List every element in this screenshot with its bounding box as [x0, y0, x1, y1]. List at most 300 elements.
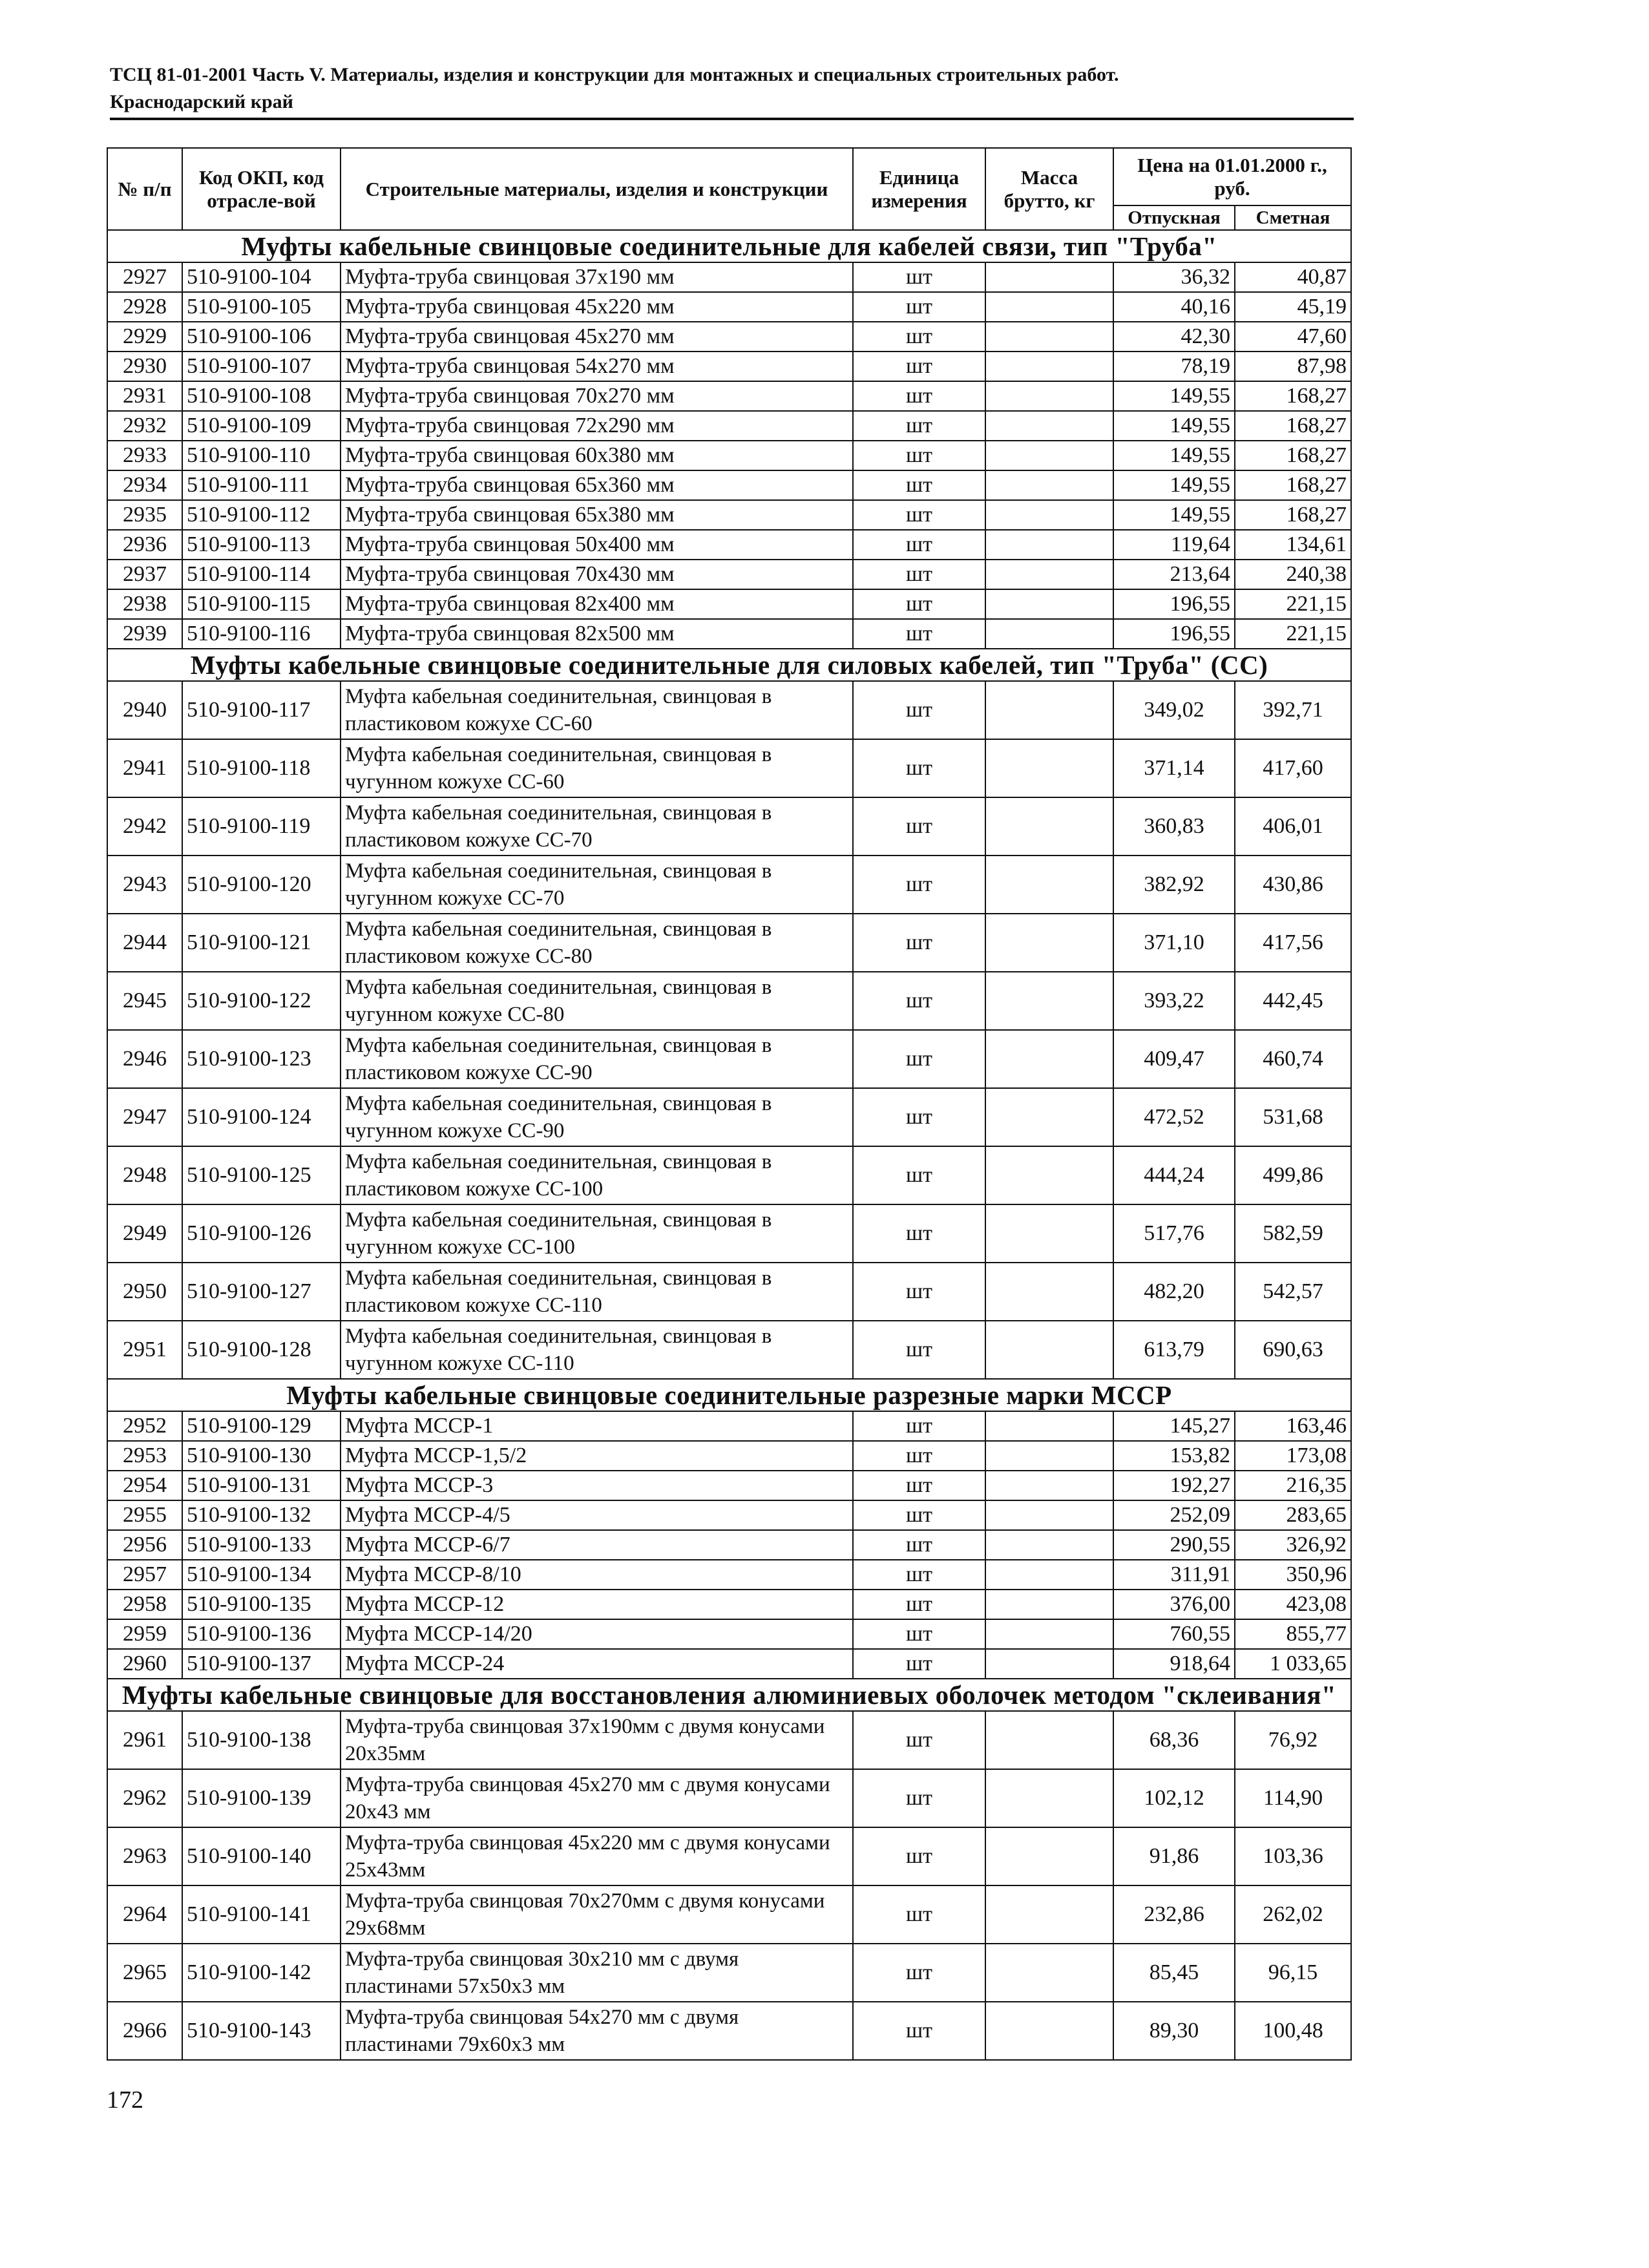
row-number: 2959: [107, 1619, 182, 1649]
row-okp-code: 510-9100-142: [182, 1944, 341, 2002]
table-row: [107, 441, 1351, 470]
row-number: 2941: [107, 739, 182, 797]
row-price-sell: 153,82: [1113, 1441, 1235, 1471]
row-price-sell: 760,55: [1113, 1619, 1235, 1649]
row-okp-code: 510-9100-111: [182, 470, 341, 500]
section-header-row: [107, 1379, 1351, 1411]
row-unit: шт: [853, 2002, 985, 2060]
row-mass: [985, 1827, 1113, 1885]
row-material-name: Муфта МССР-4/5: [341, 1500, 853, 1530]
row-mass: [985, 352, 1113, 381]
row-okp-code: 510-9100-113: [182, 530, 341, 560]
row-material-name: Муфта МССР-6/7: [341, 1530, 853, 1560]
row-okp-code: 510-9100-127: [182, 1263, 341, 1321]
table-body: [107, 230, 1351, 2060]
row-number: 2963: [107, 1827, 182, 1885]
row-price-est: 350,96: [1235, 1560, 1351, 1590]
row-material-name: Муфта кабельная соединительная, свинцовая в чугунном кожухе СС-100: [341, 1204, 853, 1263]
row-mass: [985, 914, 1113, 972]
row-price-est: 96,15: [1235, 1944, 1351, 2002]
header-title: ТСЦ 81-01-2001 Часть V. Материалы, изделия и конструкции для монтажных и специальных строительных работ.: [110, 64, 1119, 85]
row-price-est: 582,59: [1235, 1204, 1351, 1263]
row-price-est: 168,27: [1235, 500, 1351, 530]
row-material-name: Муфта кабельная соединительная, свинцовая в чугунном кожухе СС-80: [341, 972, 853, 1030]
col-header-price-sell: Отпускная: [1113, 205, 1235, 230]
table-row: [107, 619, 1351, 649]
row-material-name: Муфта-труба свинцовая 65х380 мм: [341, 500, 853, 530]
row-number: 2962: [107, 1769, 182, 1827]
row-unit: шт: [853, 1411, 985, 1441]
row-price-est: 168,27: [1235, 470, 1351, 500]
row-price-est: 45,19: [1235, 292, 1351, 322]
row-price-est: 542,57: [1235, 1263, 1351, 1321]
row-number: 2928: [107, 292, 182, 322]
table-row: [107, 856, 1351, 914]
row-material-name: Муфта-труба свинцовая 54х270 мм: [341, 352, 853, 381]
row-unit: шт: [853, 1263, 985, 1321]
document-header: [110, 61, 1370, 116]
row-unit: шт: [853, 352, 985, 381]
table-row: [107, 1146, 1351, 1204]
row-material-name: Муфта-труба свинцовая 54х270 мм с двумя пластинами 79х60х3 мм: [341, 2002, 853, 2060]
row-okp-code: 510-9100-112: [182, 500, 341, 530]
row-unit: шт: [853, 1146, 985, 1204]
row-okp-code: 510-9100-131: [182, 1471, 341, 1500]
row-unit: шт: [853, 1649, 985, 1679]
table-head: [107, 148, 1351, 230]
row-mass: [985, 1885, 1113, 1944]
row-mass: [985, 1030, 1113, 1088]
row-price-sell: 409,47: [1113, 1030, 1235, 1088]
row-unit: шт: [853, 1471, 985, 1500]
row-price-sell: 145,27: [1113, 1411, 1235, 1441]
section-header-row: [107, 649, 1351, 681]
row-unit: шт: [853, 1769, 985, 1827]
row-price-sell: 91,86: [1113, 1827, 1235, 1885]
table-row: [107, 1827, 1351, 1885]
row-material-name: Муфта-труба свинцовая 70х270мм с двумя конусами 29х68мм: [341, 1885, 853, 1944]
row-unit: шт: [853, 797, 985, 856]
row-price-sell: 918,64: [1113, 1649, 1235, 1679]
row-price-est: 442,45: [1235, 972, 1351, 1030]
row-number: 2955: [107, 1500, 182, 1530]
section-title: Муфты кабельные свинцовые соединительные разрезные марки МССР: [107, 1379, 1351, 1411]
table-row: [107, 530, 1351, 560]
row-price-est: 430,86: [1235, 856, 1351, 914]
table-row: [107, 1441, 1351, 1471]
row-okp-code: 510-9100-116: [182, 619, 341, 649]
row-okp-code: 510-9100-129: [182, 1411, 341, 1441]
row-number: 2948: [107, 1146, 182, 1204]
table-row: [107, 1471, 1351, 1500]
row-price-est: 40,87: [1235, 262, 1351, 292]
row-material-name: Муфта кабельная соединительная, свинцовая в чугунном кожухе СС-70: [341, 856, 853, 914]
row-okp-code: 510-9100-136: [182, 1619, 341, 1649]
row-price-est: 134,61: [1235, 530, 1351, 560]
table-row: [107, 1649, 1351, 1679]
table-row: [107, 470, 1351, 500]
row-price-sell: 68,36: [1113, 1711, 1235, 1769]
table-row: [107, 1321, 1351, 1379]
table-row: [107, 262, 1351, 292]
row-material-name: Муфта МССР-1: [341, 1411, 853, 1441]
row-price-est: 100,48: [1235, 2002, 1351, 2060]
table-row: [107, 1885, 1351, 1944]
col-header-mass: Масса брутто, кг: [985, 148, 1113, 230]
row-unit: шт: [853, 500, 985, 530]
row-unit: шт: [853, 914, 985, 972]
row-mass: [985, 739, 1113, 797]
row-price-sell: 382,92: [1113, 856, 1235, 914]
row-okp-code: 510-9100-104: [182, 262, 341, 292]
row-number: 2933: [107, 441, 182, 470]
row-material-name: Муфта кабельная соединительная, свинцовая в чугунном кожухе СС-90: [341, 1088, 853, 1146]
row-unit: шт: [853, 381, 985, 411]
section-header-row: [107, 230, 1351, 262]
row-price-sell: 149,55: [1113, 470, 1235, 500]
row-unit: шт: [853, 411, 985, 441]
table-row: [107, 1263, 1351, 1321]
row-okp-code: 510-9100-121: [182, 914, 341, 972]
table-row: [107, 681, 1351, 739]
row-price-sell: 252,09: [1113, 1500, 1235, 1530]
row-number: 2960: [107, 1649, 182, 1679]
row-price-est: 221,15: [1235, 589, 1351, 619]
row-price-est: 283,65: [1235, 1500, 1351, 1530]
row-okp-code: 510-9100-143: [182, 2002, 341, 2060]
row-okp-code: 510-9100-122: [182, 972, 341, 1030]
row-okp-code: 510-9100-120: [182, 856, 341, 914]
row-unit: шт: [853, 1827, 985, 1885]
row-number: 2940: [107, 681, 182, 739]
row-material-name: Муфта МССР-12: [341, 1590, 853, 1619]
row-material-name: Муфта-труба свинцовая 65х360 мм: [341, 470, 853, 500]
row-okp-code: 510-9100-128: [182, 1321, 341, 1379]
row-price-sell: 290,55: [1113, 1530, 1235, 1560]
row-mass: [985, 1944, 1113, 2002]
row-price-sell: 349,02: [1113, 681, 1235, 739]
row-number: 2938: [107, 589, 182, 619]
row-unit: шт: [853, 322, 985, 352]
row-mass: [985, 1471, 1113, 1500]
row-price-est: 103,36: [1235, 1827, 1351, 1885]
table-row: [107, 560, 1351, 589]
row-material-name: Муфта-труба свинцовая 37х190мм с двумя конусами 20х35мм: [341, 1711, 853, 1769]
table-row: [107, 1769, 1351, 1827]
row-price-sell: 517,76: [1113, 1204, 1235, 1263]
row-mass: [985, 1649, 1113, 1679]
row-unit: шт: [853, 681, 985, 739]
row-unit: шт: [853, 1560, 985, 1590]
price-table: [107, 147, 1352, 2061]
row-unit: шт: [853, 1321, 985, 1379]
row-number: 2954: [107, 1471, 182, 1500]
row-material-name: Муфта-труба свинцовая 82х400 мм: [341, 589, 853, 619]
section-title: Муфты кабельные свинцовые для восстановления алюминиевых оболочек методом "склеивания": [107, 1679, 1351, 1711]
row-number: 2946: [107, 1030, 182, 1088]
row-number: 2929: [107, 322, 182, 352]
row-price-sell: 213,64: [1113, 560, 1235, 589]
row-number: 2935: [107, 500, 182, 530]
row-okp-code: 510-9100-108: [182, 381, 341, 411]
row-number: 2964: [107, 1885, 182, 1944]
row-mass: [985, 560, 1113, 589]
table-row: [107, 2002, 1351, 2060]
row-price-est: 114,90: [1235, 1769, 1351, 1827]
col-header-unit: Единица измерения: [853, 148, 985, 230]
row-price-sell: 196,55: [1113, 619, 1235, 649]
row-okp-code: 510-9100-134: [182, 1560, 341, 1590]
row-price-sell: 371,10: [1113, 914, 1235, 972]
row-okp-code: 510-9100-130: [182, 1441, 341, 1471]
row-mass: [985, 441, 1113, 470]
row-material-name: Муфта МССР-1,5/2: [341, 1441, 853, 1471]
row-okp-code: 510-9100-124: [182, 1088, 341, 1146]
row-price-est: 173,08: [1235, 1441, 1351, 1471]
row-unit: шт: [853, 441, 985, 470]
row-material-name: Муфта МССР-24: [341, 1649, 853, 1679]
row-unit: шт: [853, 1441, 985, 1471]
row-unit: шт: [853, 470, 985, 500]
row-price-est: 417,60: [1235, 739, 1351, 797]
row-number: 2958: [107, 1590, 182, 1619]
row-price-est: 392,71: [1235, 681, 1351, 739]
row-price-est: 168,27: [1235, 381, 1351, 411]
row-material-name: Муфта кабельная соединительная, свинцовая в пластиковом кожухе СС-90: [341, 1030, 853, 1088]
row-price-sell: 444,24: [1113, 1146, 1235, 1204]
row-unit: шт: [853, 972, 985, 1030]
table-row: [107, 589, 1351, 619]
row-unit: шт: [853, 1204, 985, 1263]
col-header-name: Строительные материалы, изделия и конструкции: [341, 148, 853, 230]
row-material-name: Муфта-труба свинцовая 45х270 мм с двумя конусами 20х43 мм: [341, 1769, 853, 1827]
table-row: [107, 1944, 1351, 2002]
row-price-est: 499,86: [1235, 1146, 1351, 1204]
row-unit: шт: [853, 1885, 985, 1944]
row-material-name: Муфта кабельная соединительная, свинцовая в пластиковом кожухе СС-60: [341, 681, 853, 739]
row-okp-code: 510-9100-133: [182, 1530, 341, 1560]
row-price-est: 221,15: [1235, 619, 1351, 649]
table-row: [107, 1560, 1351, 1590]
row-unit: шт: [853, 560, 985, 589]
row-unit: шт: [853, 1030, 985, 1088]
col-header-num: № п/п: [107, 148, 182, 230]
row-unit: шт: [853, 1590, 985, 1619]
section-title: Муфты кабельные свинцовые соединительные для силовых кабелей, тип "Труба" (СС): [107, 649, 1351, 681]
table-row: [107, 1030, 1351, 1088]
header-rule: [110, 118, 1354, 120]
row-number: 2927: [107, 262, 182, 292]
row-number: 2966: [107, 2002, 182, 2060]
table-row: [107, 292, 1351, 322]
row-mass: [985, 681, 1113, 739]
row-number: 2931: [107, 381, 182, 411]
row-price-est: 76,92: [1235, 1711, 1351, 1769]
row-price-sell: 482,20: [1113, 1263, 1235, 1321]
row-mass: [985, 1530, 1113, 1560]
table-row: [107, 739, 1351, 797]
row-price-est: 168,27: [1235, 441, 1351, 470]
table-row: [107, 1411, 1351, 1441]
row-number: 2950: [107, 1263, 182, 1321]
row-price-est: 1 033,65: [1235, 1649, 1351, 1679]
row-price-sell: 472,52: [1113, 1088, 1235, 1146]
row-mass: [985, 411, 1113, 441]
row-mass: [985, 1088, 1113, 1146]
row-unit: шт: [853, 292, 985, 322]
row-unit: шт: [853, 1944, 985, 2002]
col-header-price: Цена на 01.01.2000 г., руб.: [1113, 148, 1351, 205]
row-unit: шт: [853, 589, 985, 619]
row-unit: шт: [853, 530, 985, 560]
table-row: [107, 914, 1351, 972]
row-mass: [985, 1411, 1113, 1441]
row-price-est: 262,02: [1235, 1885, 1351, 1944]
row-mass: [985, 1204, 1113, 1263]
table-row: [107, 1619, 1351, 1649]
row-price-est: 163,46: [1235, 1411, 1351, 1441]
row-mass: [985, 530, 1113, 560]
table-row: [107, 1530, 1351, 1560]
row-material-name: Муфта-труба свинцовая 82х500 мм: [341, 619, 853, 649]
row-okp-code: 510-9100-126: [182, 1204, 341, 1263]
row-number: 2942: [107, 797, 182, 856]
row-unit: шт: [853, 619, 985, 649]
row-price-sell: 102,12: [1113, 1769, 1235, 1827]
row-mass: [985, 322, 1113, 352]
row-price-est: 423,08: [1235, 1590, 1351, 1619]
row-mass: [985, 1441, 1113, 1471]
row-unit: шт: [853, 1619, 985, 1649]
row-material-name: Муфта-труба свинцовая 72х290 мм: [341, 411, 853, 441]
row-material-name: Муфта кабельная соединительная, свинцовая в пластиковом кожухе СС-80: [341, 914, 853, 972]
row-okp-code: 510-9100-106: [182, 322, 341, 352]
row-number: 2936: [107, 530, 182, 560]
row-mass: [985, 470, 1113, 500]
row-number: 2947: [107, 1088, 182, 1146]
row-mass: [985, 292, 1113, 322]
row-price-sell: 149,55: [1113, 411, 1235, 441]
row-price-sell: 376,00: [1113, 1590, 1235, 1619]
row-number: 2937: [107, 560, 182, 589]
row-price-sell: 149,55: [1113, 500, 1235, 530]
row-okp-code: 510-9100-140: [182, 1827, 341, 1885]
row-price-est: 240,38: [1235, 560, 1351, 589]
row-okp-code: 510-9100-139: [182, 1769, 341, 1827]
row-number: 2956: [107, 1530, 182, 1560]
row-price-sell: 42,30: [1113, 322, 1235, 352]
row-mass: [985, 1500, 1113, 1530]
row-number: 2952: [107, 1411, 182, 1441]
row-price-sell: 613,79: [1113, 1321, 1235, 1379]
row-material-name: Муфта кабельная соединительная, свинцовая в пластиковом кожухе СС-100: [341, 1146, 853, 1204]
row-number: 2965: [107, 1944, 182, 2002]
row-material-name: Муфта МССР-3: [341, 1471, 853, 1500]
row-number: 2932: [107, 411, 182, 441]
row-material-name: Муфта-труба свинцовая 50х400 мм: [341, 530, 853, 560]
row-price-est: 417,56: [1235, 914, 1351, 972]
row-mass: [985, 589, 1113, 619]
section-header-row: [107, 1679, 1351, 1711]
row-unit: шт: [853, 856, 985, 914]
row-price-sell: 311,91: [1113, 1560, 1235, 1590]
row-material-name: Муфта-труба свинцовая 45х220 мм: [341, 292, 853, 322]
row-unit: шт: [853, 1500, 985, 1530]
table-row: [107, 1088, 1351, 1146]
row-number: 2943: [107, 856, 182, 914]
row-okp-code: 510-9100-115: [182, 589, 341, 619]
row-price-est: 460,74: [1235, 1030, 1351, 1088]
row-material-name: Муфта-труба свинцовая 45х270 мм: [341, 322, 853, 352]
row-number: 2934: [107, 470, 182, 500]
row-material-name: Муфта-труба свинцовая 70х270 мм: [341, 381, 853, 411]
row-unit: шт: [853, 262, 985, 292]
row-material-name: Муфта кабельная соединительная, свинцовая в пластиковом кожухе СС-110: [341, 1263, 853, 1321]
col-header-code: Код ОКП, код отрасле-вой: [182, 148, 341, 230]
row-okp-code: 510-9100-125: [182, 1146, 341, 1204]
row-unit: шт: [853, 1711, 985, 1769]
row-number: 2939: [107, 619, 182, 649]
row-mass: [985, 1321, 1113, 1379]
section-title: Муфты кабельные свинцовые соединительные для кабелей связи, тип "Труба": [107, 230, 1351, 262]
table-row: [107, 797, 1351, 856]
row-unit: шт: [853, 1530, 985, 1560]
row-price-sell: 119,64: [1113, 530, 1235, 560]
row-mass: [985, 619, 1113, 649]
row-number: 2949: [107, 1204, 182, 1263]
row-number: 2953: [107, 1441, 182, 1471]
row-okp-code: 510-9100-132: [182, 1500, 341, 1530]
row-okp-code: 510-9100-105: [182, 292, 341, 322]
page-number: 172: [107, 2086, 143, 2114]
row-price-est: 87,98: [1235, 352, 1351, 381]
row-price-est: 855,77: [1235, 1619, 1351, 1649]
row-okp-code: 510-9100-109: [182, 411, 341, 441]
row-mass: [985, 1769, 1113, 1827]
table-row: [107, 411, 1351, 441]
row-mass: [985, 972, 1113, 1030]
row-price-sell: 78,19: [1113, 352, 1235, 381]
row-number: 2961: [107, 1711, 182, 1769]
col-header-price-est: Сметная: [1235, 205, 1351, 230]
row-price-sell: 149,55: [1113, 381, 1235, 411]
row-mass: [985, 1619, 1113, 1649]
row-mass: [985, 1590, 1113, 1619]
row-okp-code: 510-9100-141: [182, 1885, 341, 1944]
row-price-sell: 192,27: [1113, 1471, 1235, 1500]
row-price-sell: 360,83: [1113, 797, 1235, 856]
row-price-est: 406,01: [1235, 797, 1351, 856]
row-number: 2951: [107, 1321, 182, 1379]
row-okp-code: 510-9100-135: [182, 1590, 341, 1619]
row-material-name: Муфта-труба свинцовая 37х190 мм: [341, 262, 853, 292]
row-number: 2945: [107, 972, 182, 1030]
table-row: [107, 972, 1351, 1030]
row-price-sell: 36,32: [1113, 262, 1235, 292]
row-price-sell: 393,22: [1113, 972, 1235, 1030]
row-okp-code: 510-9100-138: [182, 1711, 341, 1769]
table-row: [107, 1204, 1351, 1263]
row-number: 2930: [107, 352, 182, 381]
row-price-est: 47,60: [1235, 322, 1351, 352]
row-price-sell: 149,55: [1113, 441, 1235, 470]
row-price-est: 531,68: [1235, 1088, 1351, 1146]
row-price-sell: 89,30: [1113, 2002, 1235, 2060]
table-row: [107, 500, 1351, 530]
row-okp-code: 510-9100-107: [182, 352, 341, 381]
row-mass: [985, 797, 1113, 856]
row-price-sell: 85,45: [1113, 1944, 1235, 2002]
